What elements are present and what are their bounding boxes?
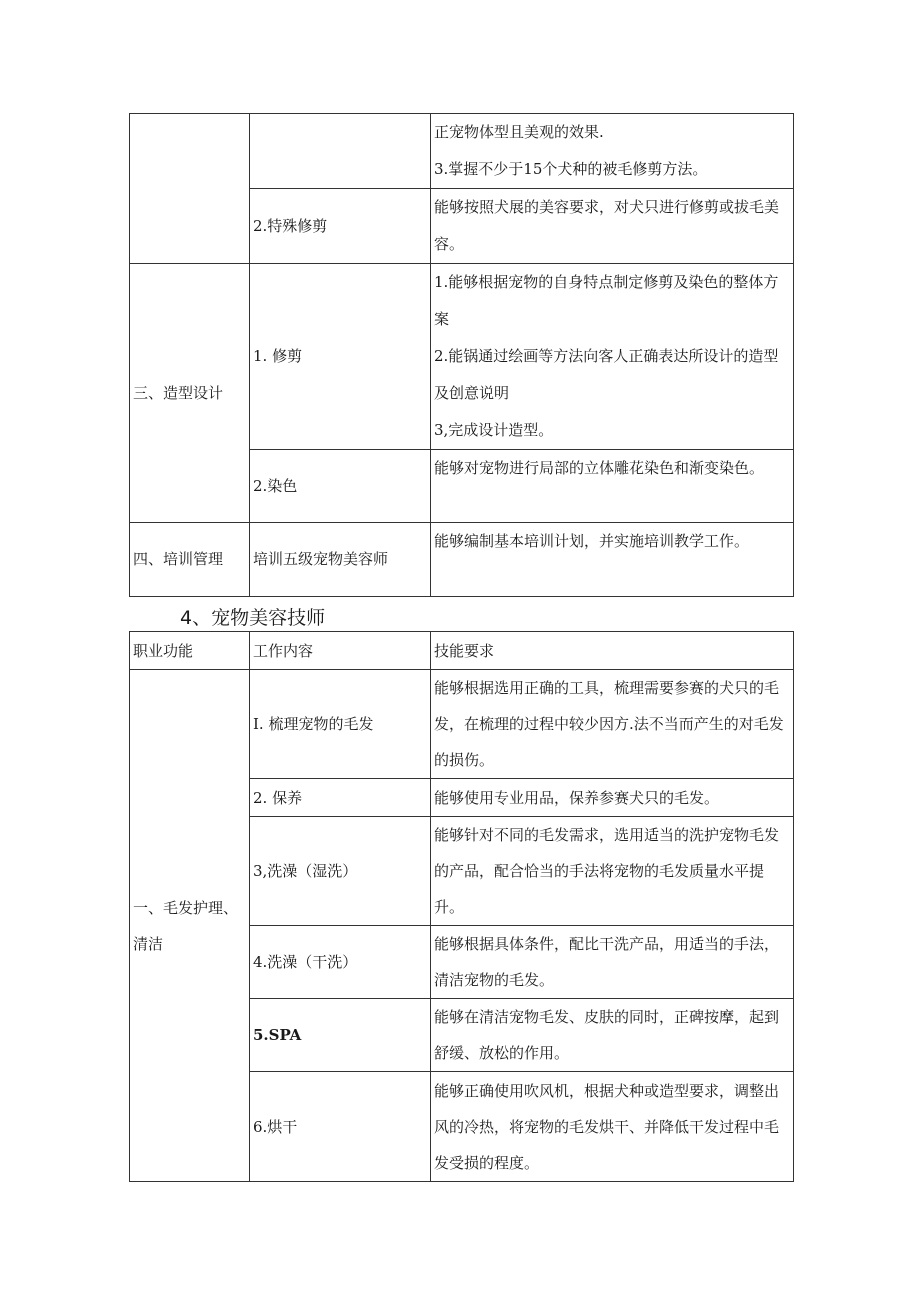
function-cell: 四、培训管理 <box>130 523 250 597</box>
header-skill: 技能要求 <box>431 632 794 670</box>
skill-cell: 能够针对不同的毛发需求，选用适当的洗护宠物毛发的产品，配合恰当的手法将宠物的毛发质量水平提升。 <box>431 817 794 926</box>
skill-line: 2.能锅通过绘画等方法向客人正确表达所设计的造型及创意说明 <box>434 347 779 402</box>
header-function: 职业功能 <box>130 632 250 670</box>
content-cell: 3,洗澡（湿洗） <box>250 817 431 926</box>
skill-cell: 能够正确使用吹风机，根据犬种或造型要求，调整出风的冷热，将宠物的毛发烘干、并降低干发过程中毛发受损的程度。 <box>431 1072 794 1182</box>
skill-line: 1.能够根据宠物的自身特点制定修剪及染色的整体方案 <box>434 273 779 328</box>
content-cell: 4.洗澡（干洗） <box>250 926 431 999</box>
content-cell-continued <box>250 114 431 189</box>
content-cell: 5.SPA <box>250 999 431 1072</box>
skill-line: 3,完成设计造型。 <box>434 421 554 439</box>
skill-line: 3.掌握不少于15个犬种的被毛修剪方法。 <box>434 160 708 178</box>
skill-line: 正宠物体型且美观的效果. <box>434 123 604 141</box>
content-cell: 6.烘干 <box>250 1072 431 1182</box>
skill-cell: 能够编制基本培训计划，并实施培训教学工作。 <box>431 523 794 597</box>
skill-cell: 能够在清洁宠物毛发、皮肤的同时，正碑按摩，起到舒缓、放松的作用。 <box>431 999 794 1072</box>
skill-cell: 能够对宠物进行局部的立体雕花染色和渐变染色。 <box>431 450 794 523</box>
content-cell: 2.特殊修剪 <box>250 189 431 264</box>
content-cell: 培训五级宠物美容师 <box>250 523 431 597</box>
content-cell: 2. 保养 <box>250 779 431 817</box>
skill-cell <box>431 264 794 450</box>
content-cell: 2.染色 <box>250 450 431 523</box>
skill-cell <box>431 114 794 189</box>
function-cell: 三、造型设计 <box>130 264 250 523</box>
skill-cell: 能够使用专业用品，保养参赛犬只的毛发。 <box>431 779 794 817</box>
content-cell: I. 梳理宠物的毛发 <box>250 670 431 779</box>
skills-table-technician <box>129 631 794 1182</box>
skills-table-top <box>129 113 794 597</box>
skill-cell: 能够根据选用正确的工具，梳理需要参赛的犬只的毛发，在梳理的过程中较少因方.法不当而产生的对毛发的损伤。 <box>431 670 794 779</box>
content-cell: 1. 修剪 <box>250 264 431 450</box>
section-heading: 4、宠物美容技师 <box>180 607 326 629</box>
function-cell: 一、毛发护理、清洁 <box>130 670 250 1182</box>
function-cell-continued <box>130 114 250 264</box>
header-content: 工作内容 <box>250 632 431 670</box>
skill-cell: 能够根据具体条件，配比干洗产品，用适当的手法，清洁宠物的毛发。 <box>431 926 794 999</box>
skill-cell: 能够按照犬展的美容要求，对犬只进行修剪或拔毛美容。 <box>431 189 794 264</box>
